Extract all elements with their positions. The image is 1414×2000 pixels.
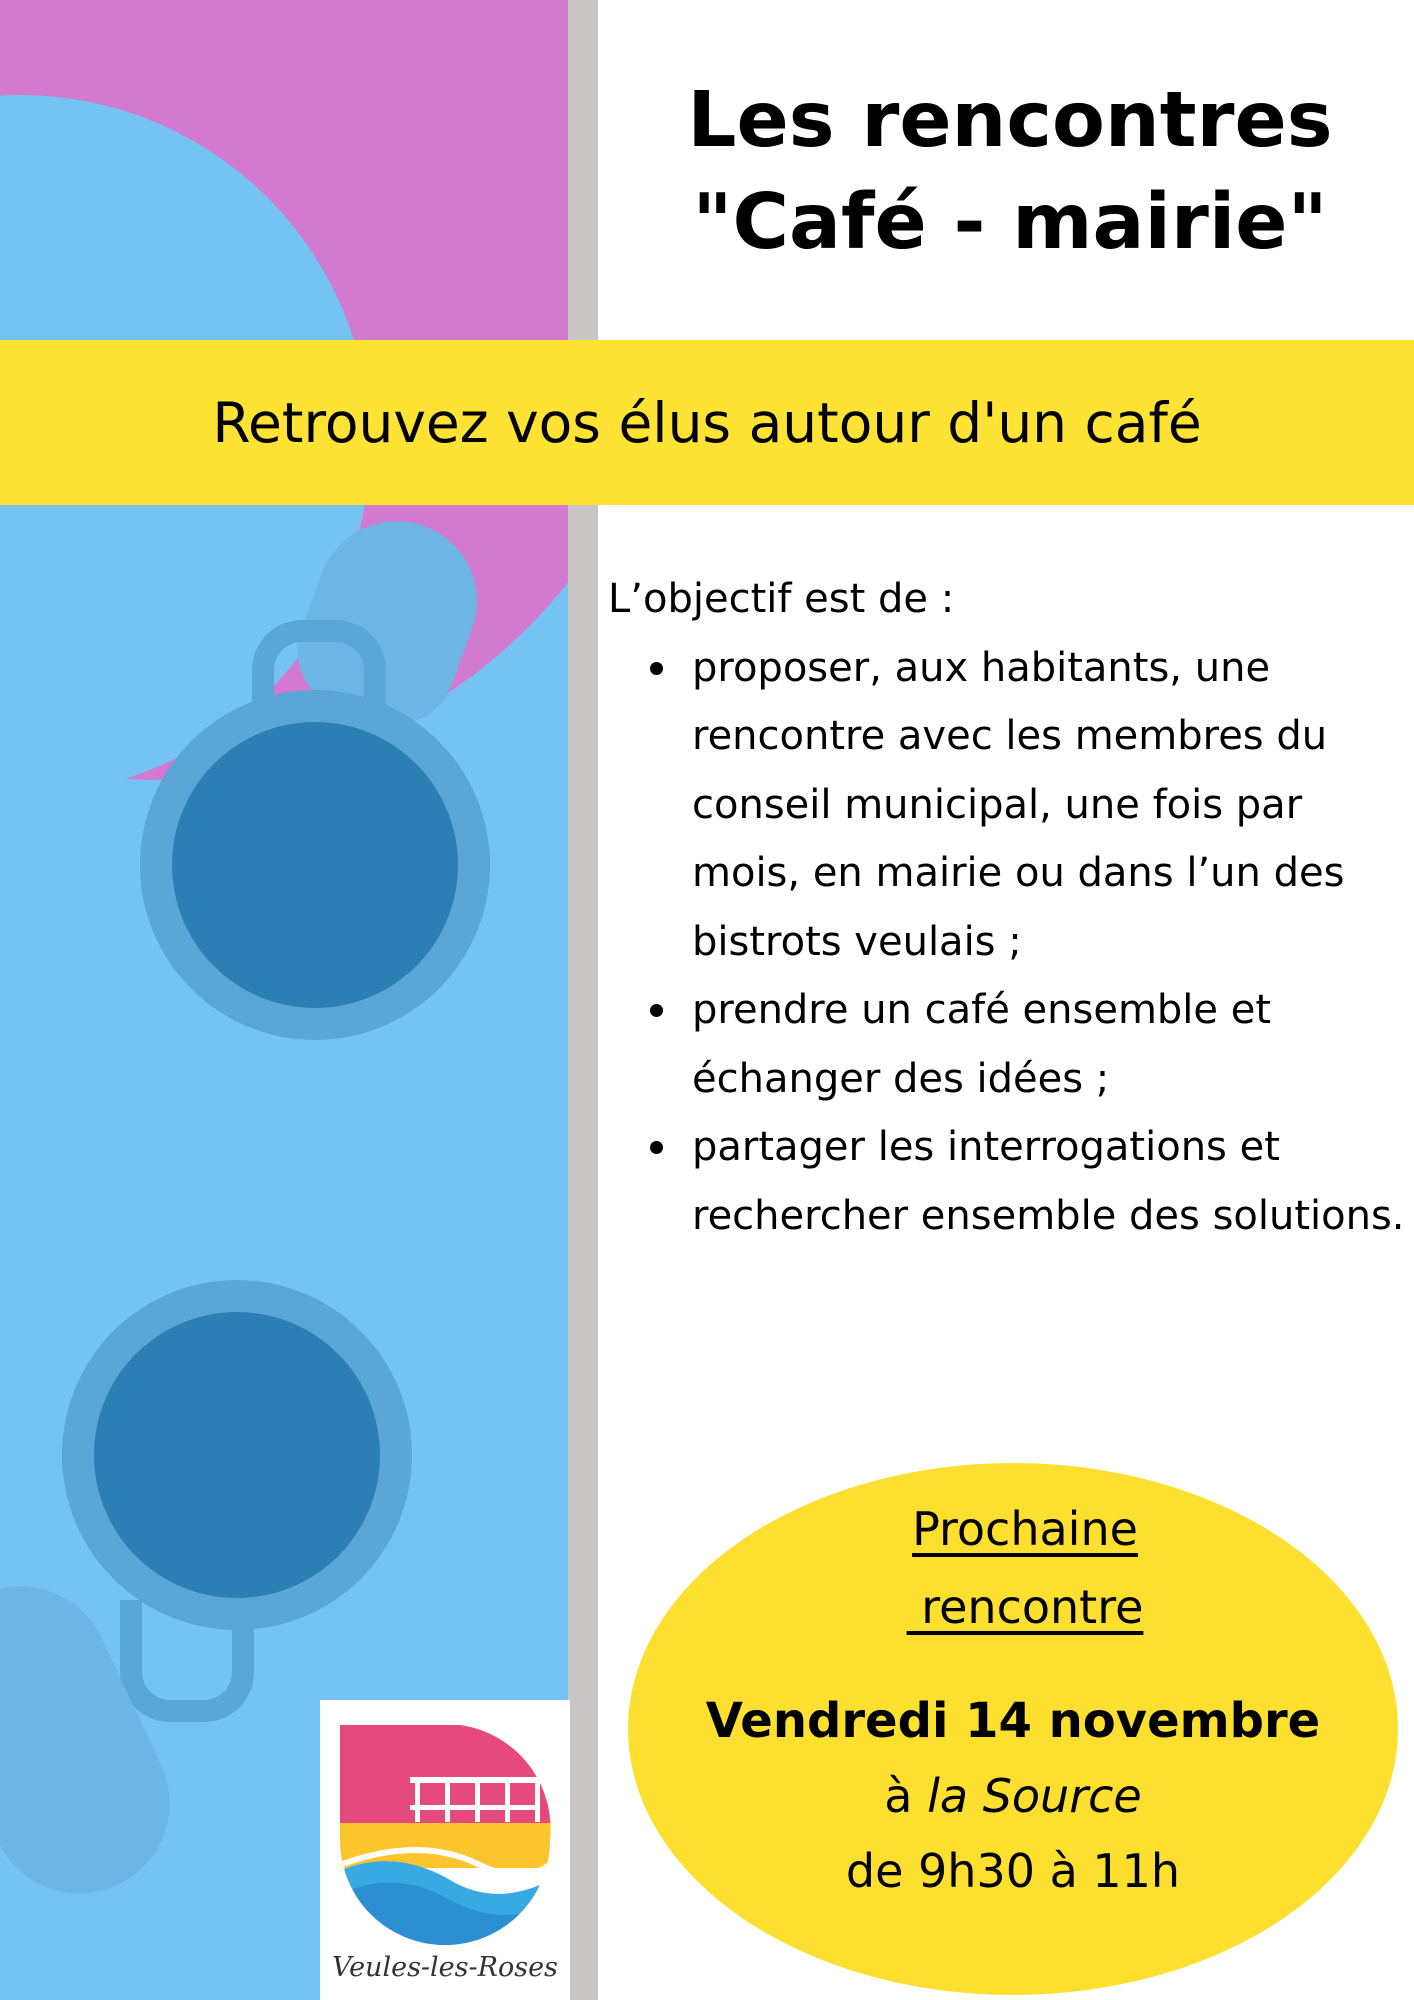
- meeting-date: Vendredi 14 novembre: [705, 1693, 1321, 1749]
- objective-title: L’objectif est de :: [608, 576, 955, 622]
- town-logo: [320, 1700, 570, 2000]
- yellow-banner: [0, 340, 1414, 505]
- coffee-cup-icon: [140, 690, 490, 1040]
- logo-text: Veules-les-Roses: [332, 1952, 558, 1983]
- coffee-cup-icon: [62, 1280, 412, 1630]
- coffee-surface: [172, 722, 458, 1008]
- place-name: la Source: [927, 1769, 1142, 1823]
- objective-section: [608, 565, 1408, 1250]
- next-label-line-1: Prochaine: [912, 1502, 1138, 1556]
- list-item: prendre un café ensemble et échanger des idées ;: [692, 976, 1408, 1113]
- objective-list: [608, 634, 1408, 1251]
- meeting-place: [628, 1757, 1398, 1835]
- list-item: partager les interrogations et rechercher ensemble des solutions.: [692, 1113, 1408, 1250]
- divider-stripe: [568, 0, 598, 2000]
- title-line-2: "Café - mairie": [692, 178, 1328, 267]
- next-meeting-label: [760, 1490, 1290, 1646]
- title-line-1: Les rencontres: [687, 76, 1333, 165]
- banner-text: Retrouvez vos élus autour d'un café: [212, 390, 1202, 455]
- next-label-line-2: rencontre: [906, 1580, 1144, 1634]
- meeting-time: de 9h30 à 11h: [845, 1844, 1181, 1898]
- place-prefix: à: [884, 1769, 928, 1823]
- page-title: [620, 70, 1400, 274]
- town-logo-icon: [330, 1715, 560, 1945]
- list-item: proposer, aux habitants, une rencontre avec les membres du conseil municipal, une fois par mois, en mairie ou dans l’un des bistrots veulais ;: [692, 634, 1408, 977]
- coffee-surface: [94, 1312, 380, 1598]
